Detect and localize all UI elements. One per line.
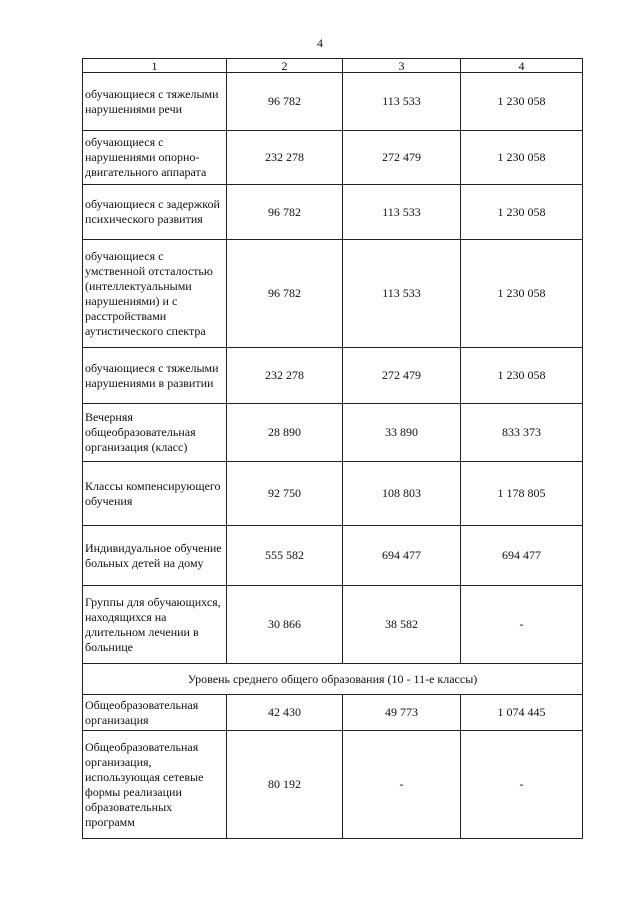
column-header-4: 4	[461, 59, 583, 73]
row-value-col3: 113 533	[343, 185, 461, 240]
row-value-col2: 232 278	[227, 348, 343, 404]
table-row	[83, 462, 583, 526]
row-value-col2: 92 750	[227, 462, 343, 526]
table-row	[83, 131, 583, 185]
row-label: Общеобразовательная организация, использующая сетевые формы реализации образовательных программ	[83, 731, 227, 839]
table-row	[83, 348, 583, 404]
row-label: Вечерняя общеобразовательная организация (класс)	[83, 404, 227, 462]
row-value-col2: 80 192	[227, 731, 343, 839]
row-value-col4: 1 230 058	[461, 348, 583, 404]
column-header-3: 3	[343, 59, 461, 73]
section-row	[83, 664, 583, 695]
row-value-col3: 33 890	[343, 404, 461, 462]
row-value-col3: 272 479	[343, 131, 461, 185]
row-value-col2: 30 866	[227, 586, 343, 664]
row-value-col3: 49 773	[343, 695, 461, 731]
row-value-col2: 96 782	[227, 73, 343, 131]
table-row	[83, 73, 583, 131]
table-row	[83, 404, 583, 462]
header-row	[83, 59, 583, 73]
row-value-col3: 108 803	[343, 462, 461, 526]
row-value-col4: 1 074 445	[461, 695, 583, 731]
row-value-col3: 113 533	[343, 240, 461, 348]
row-value-col2: 555 582	[227, 526, 343, 586]
section-title: Уровень среднего общего образования (10 - 11-е классы)	[83, 664, 583, 695]
row-value-col4: 1 230 058	[461, 185, 583, 240]
row-value-col3: 38 582	[343, 586, 461, 664]
row-value-col4: -	[461, 731, 583, 839]
row-value-col3: 113 533	[343, 73, 461, 131]
table-row	[83, 586, 583, 664]
row-label: обучающиеся с умственной отсталостью (интеллектуальными нарушениями) и с расстройствами аутистического спектра	[83, 240, 227, 348]
row-value-col3: 694 477	[343, 526, 461, 586]
row-value-col4: 1 230 058	[461, 73, 583, 131]
row-label: Классы компенсирующего обучения	[83, 462, 227, 526]
row-label: обучающиеся с тяжелыми нарушениями в развитии	[83, 348, 227, 404]
row-value-col4: 1 178 805	[461, 462, 583, 526]
row-value-col4: 694 477	[461, 526, 583, 586]
row-value-col2: 232 278	[227, 131, 343, 185]
row-label: обучающиеся с тяжелыми нарушениями речи	[83, 73, 227, 131]
table-row	[83, 185, 583, 240]
row-label: Группы для обучающихся, находящихся на длительном лечении в больнице	[83, 586, 227, 664]
row-value-col2: 42 430	[227, 695, 343, 731]
column-header-2: 2	[227, 59, 343, 73]
row-label: обучающиеся с задержкой психического развития	[83, 185, 227, 240]
row-value-col4: 1 230 058	[461, 240, 583, 348]
row-value-col4: -	[461, 586, 583, 664]
row-value-col2: 28 890	[227, 404, 343, 462]
row-label: Индивидуальное обучение больных детей на дому	[83, 526, 227, 586]
row-value-col2: 96 782	[227, 240, 343, 348]
row-label: Общеобразовательная организация	[83, 695, 227, 731]
table-row	[83, 526, 583, 586]
table-row	[83, 240, 583, 348]
row-value-col3: 272 479	[343, 348, 461, 404]
row-value-col3: -	[343, 731, 461, 839]
funding-table	[82, 58, 583, 839]
row-value-col2: 96 782	[227, 185, 343, 240]
column-header-1: 1	[83, 59, 227, 73]
table-row	[83, 695, 583, 731]
table-row	[83, 731, 583, 839]
page-number: 4	[317, 36, 323, 50]
row-value-col4: 1 230 058	[461, 131, 583, 185]
row-label: обучающиеся с нарушениями опорно-двигательного аппарата	[83, 131, 227, 185]
row-value-col4: 833 373	[461, 404, 583, 462]
